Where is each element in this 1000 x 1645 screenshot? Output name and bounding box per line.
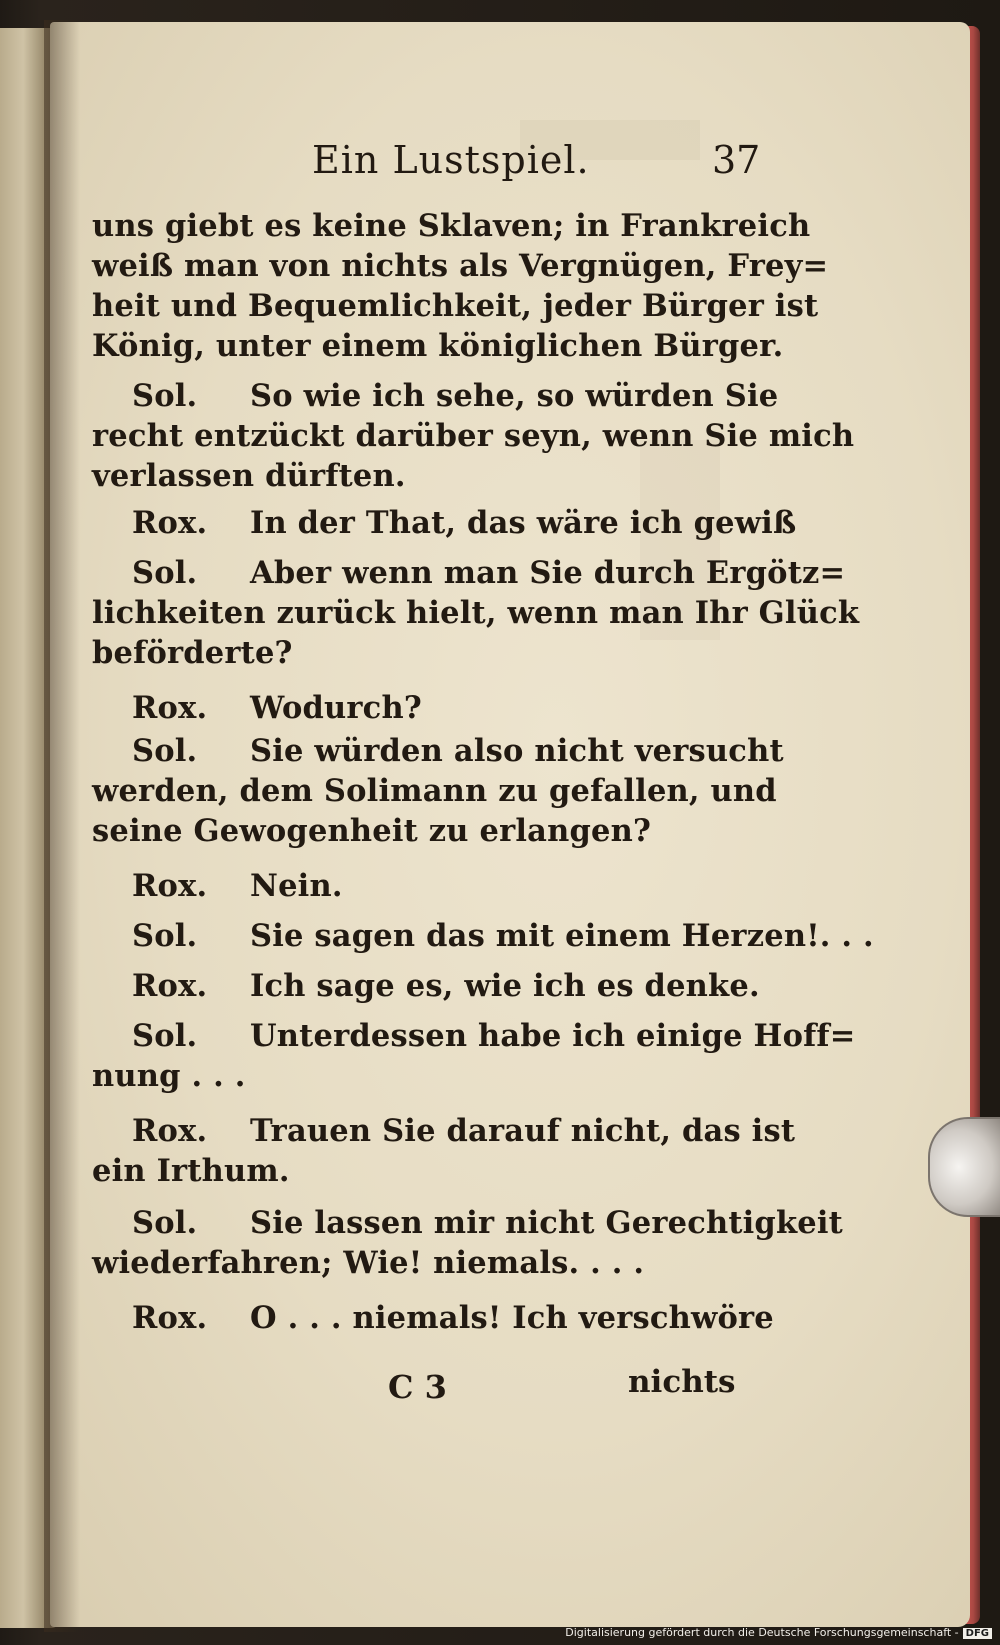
- dialogue-text: In der That, das wäre ich gewiß: [250, 505, 797, 541]
- dialogue-text: Trauen Sie darauf nicht, das ist: [250, 1113, 796, 1149]
- credit-text: Digitalisierung gefördert durch die Deutsche Forschungsgemeinschaft -: [565, 1626, 959, 1639]
- speaker-label: Rox.: [132, 505, 208, 541]
- dialogue-line: [132, 555, 845, 591]
- dialogue-text: Sie lassen mir nicht Gerechtigkeit: [250, 1205, 843, 1241]
- page-clip: [928, 1117, 1000, 1217]
- catchword: nichts: [628, 1364, 736, 1400]
- speaker-label: Rox.: [132, 1300, 208, 1336]
- dialogue-text: Wodurch?: [250, 690, 422, 726]
- signature-mark: C 3: [388, 1368, 447, 1406]
- dialogue-line: [132, 1300, 774, 1336]
- text-line: heit und Bequemlichkeit, jeder Bürger ist: [92, 288, 819, 324]
- text-line: wiederfahren; Wie! niemals. . . .: [92, 1245, 645, 1281]
- dialogue-text: So wie ich sehe, so würden Sie: [250, 378, 779, 414]
- dialogue-text: Sie würden also nicht versucht: [250, 733, 784, 769]
- speaker-label: Rox.: [132, 690, 208, 726]
- text-line: verlassen dürften.: [92, 458, 406, 494]
- dialogue-line: [132, 918, 874, 954]
- dialogue-line: [132, 1018, 856, 1054]
- speaker-label: Sol.: [132, 555, 198, 591]
- speaker-label: Sol.: [132, 1205, 198, 1241]
- dialogue-line: [132, 690, 422, 726]
- page-number: 37: [712, 138, 761, 182]
- text-line: ein Irthum.: [92, 1153, 290, 1189]
- text-line: uns giebt es keine Sklaven; in Frankreich: [92, 208, 811, 244]
- text-line: König, unter einem königlichen Bürger.: [92, 328, 784, 364]
- text-line: seine Gewogenheit zu erlangen?: [92, 813, 652, 849]
- dialogue-line: [132, 1113, 795, 1149]
- text-line: lichkeiten zurück hielt, wenn man Ihr Glück: [92, 595, 860, 631]
- dialogue-line: [132, 1205, 843, 1241]
- dialogue-line: [132, 378, 778, 414]
- text-line: nung . . .: [92, 1058, 246, 1094]
- dialogue-line: [132, 968, 760, 1004]
- digitization-credit: [565, 1626, 992, 1639]
- dialogue-text: Ich sage es, wie ich es denke.: [250, 968, 760, 1004]
- speaker-label: Sol.: [132, 733, 198, 769]
- dialogue-text: Nein.: [250, 868, 343, 904]
- text-line: weiß man von nichts als Vergnügen, Frey=: [92, 248, 829, 284]
- speaker-label: Sol.: [132, 378, 198, 414]
- gutter-shadow: [44, 20, 80, 1632]
- dialogue-text: Unterdessen habe ich einige Hoff=: [250, 1018, 856, 1054]
- text-line: recht entzückt darüber seyn, wenn Sie mich: [92, 418, 855, 454]
- speaker-label: Sol.: [132, 1018, 198, 1054]
- speaker-label: Rox.: [132, 1113, 208, 1149]
- dialogue-line: [132, 868, 343, 904]
- text-line: werden, dem Solimann zu gefallen, und: [92, 773, 777, 809]
- speaker-label: Rox.: [132, 868, 208, 904]
- text-line: beförderte?: [92, 635, 293, 671]
- speaker-label: Sol.: [132, 918, 198, 954]
- running-head-title: Ein Lustspiel.: [312, 138, 590, 182]
- dialogue-text: Aber wenn man Sie durch Ergötz=: [250, 555, 846, 591]
- speaker-label: Rox.: [132, 968, 208, 1004]
- dfg-logo: DFG: [963, 1628, 992, 1639]
- dialogue-text: O . . . niemals! Ich verschwöre: [250, 1300, 774, 1336]
- dialogue-line: [132, 505, 796, 541]
- dialogue-text: Sie sagen das mit einem Herzen!. . .: [250, 918, 874, 954]
- dialogue-line: [132, 733, 784, 769]
